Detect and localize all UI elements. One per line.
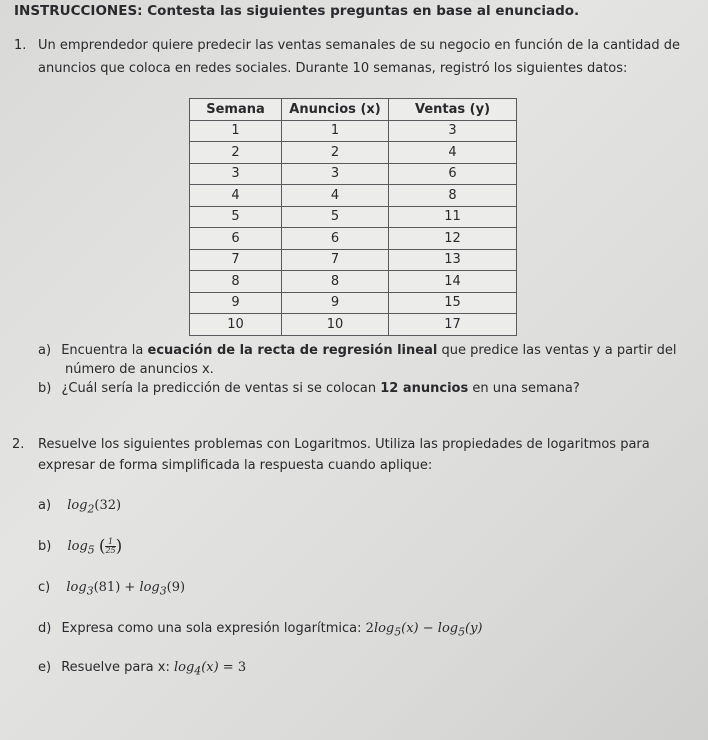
cell-ventas: 14 <box>389 271 517 293</box>
cell-ventas: 6 <box>389 163 517 185</box>
q2a-item <box>38 498 121 518</box>
table-row <box>190 314 517 336</box>
cell-semana: 3 <box>190 163 282 185</box>
equals-three: = 3 <box>218 660 247 675</box>
log-base: 5 <box>394 625 402 639</box>
q2d-expression <box>365 621 483 639</box>
cell-semana: 6 <box>190 228 282 250</box>
log-base: 3 <box>86 584 94 598</box>
q2b-label: b) <box>38 539 52 554</box>
cell-semana: 4 <box>190 185 282 207</box>
cell-anuncios: 3 <box>282 163 389 185</box>
table-row <box>190 249 517 271</box>
q2c-label: c) <box>38 580 51 595</box>
cell-anuncios: 1 <box>282 120 389 142</box>
log-argument: (x) <box>201 660 219 675</box>
table-row <box>190 163 517 185</box>
cell-semana: 9 <box>190 292 282 314</box>
cell-ventas: 11 <box>389 206 517 228</box>
q2b-item <box>38 538 122 559</box>
log-base: 5 <box>87 543 95 557</box>
coefficient: 2 <box>365 621 374 636</box>
log-word: log <box>67 539 88 554</box>
q2a-expression <box>67 498 122 516</box>
q2-statement-line2: expresar de forma simplificada la respuesta cuando aplique: <box>38 458 433 473</box>
table-row <box>190 142 517 164</box>
cell-semana: 8 <box>190 271 282 293</box>
log-base: 4 <box>194 664 202 678</box>
q1b-item <box>38 381 580 397</box>
q2e-expression <box>173 660 247 678</box>
minus-sign: − <box>418 621 438 636</box>
cell-ventas: 17 <box>389 314 517 336</box>
log-word: log <box>67 498 88 513</box>
cell-anuncios: 5 <box>282 206 389 228</box>
q2d-label: d) <box>38 621 52 636</box>
q1-statement-line2: anuncios que coloca en redes sociales. Durante 10 semanas, registró los siguientes datos: <box>38 61 628 76</box>
q1-number: 1. <box>14 38 27 53</box>
q2a-label: a) <box>38 498 52 513</box>
cell-anuncios: 6 <box>282 228 389 250</box>
q1a-text-post: que predice las ventas y a partir del <box>437 343 677 358</box>
cell-anuncios: 2 <box>282 142 389 164</box>
fraction-numerator: 1 <box>105 538 115 547</box>
table-row <box>190 271 517 293</box>
cell-anuncios: 9 <box>282 292 389 314</box>
log-base: 5 <box>458 625 465 639</box>
q1a-text-bold: ecuación de la recta de regresión lineal <box>147 343 438 358</box>
log-base: 2 <box>87 502 95 516</box>
q1b-text-post: en una semana? <box>468 381 580 396</box>
cell-ventas: 3 <box>389 120 517 142</box>
log-argument: (32) <box>94 498 122 513</box>
log-word: log <box>373 621 395 636</box>
fraction-denominator: 25 <box>105 546 116 555</box>
table-row <box>190 292 517 314</box>
q1a-item <box>38 343 676 359</box>
log-argument: (y) <box>465 621 483 636</box>
cell-ventas: 13 <box>389 249 517 271</box>
cell-ventas: 8 <box>389 185 517 207</box>
table-row <box>190 206 517 228</box>
q1b-label: b) <box>38 381 52 396</box>
q2-number: 2. <box>12 437 25 452</box>
log-word: log <box>139 580 160 595</box>
q2b-expression: $\log_5$ ( $\frac{1}{25}$ ) <box>67 536 123 557</box>
header-anuncios: Anuncios (x) <box>282 99 389 121</box>
cell-semana: 2 <box>190 142 282 164</box>
q2e-text: Resuelve para x: <box>61 660 174 675</box>
header-semana: Semana <box>190 99 282 121</box>
cell-anuncios: 4 <box>282 185 389 207</box>
q2e-label: e) <box>38 660 52 675</box>
q2d-text: Expresa como una sola expresión logarítmica: <box>61 621 366 636</box>
cell-ventas: 12 <box>389 228 517 250</box>
table-row <box>190 185 517 207</box>
cell-semana: 5 <box>190 206 282 228</box>
fraction <box>105 538 115 555</box>
cell-ventas: 4 <box>389 142 517 164</box>
cell-ventas: 15 <box>389 292 517 314</box>
log-word: log <box>437 621 459 636</box>
q2c-expression <box>66 580 186 598</box>
q1a-label: a) <box>38 343 52 358</box>
header-ventas: Ventas (y) <box>389 99 517 121</box>
q2d-item <box>38 621 483 641</box>
table-row <box>190 120 517 142</box>
cell-semana: 7 <box>190 249 282 271</box>
q2e-item <box>38 660 246 680</box>
log-word: log <box>66 580 87 595</box>
log-argument: (x) <box>401 621 419 636</box>
cell-anuncios: 10 <box>282 314 389 336</box>
sales-data-table <box>189 98 517 336</box>
log-argument: (9) <box>166 580 186 595</box>
log-argument: (81) <box>93 580 121 595</box>
q1-statement-line1: Un emprendedor quiere predecir las ventas semanales de su negocio en función de la cantidad de <box>38 38 680 53</box>
q2c-item <box>38 580 185 600</box>
log-base: 3 <box>159 584 167 598</box>
q1a-text-pre: Encuentra la <box>61 343 148 358</box>
q2-statement-line1: Resuelve los siguientes problemas con Logaritmos. Utiliza las propiedades de logaritmos para <box>38 437 650 452</box>
cell-anuncios: 7 <box>282 249 389 271</box>
table-header-row <box>190 99 517 121</box>
q1b-text-bold: 12 anuncios <box>380 381 469 396</box>
cell-semana: 1 <box>190 120 282 142</box>
q1b-text-pre: ¿Cuál sería la predicción de ventas si se colocan <box>61 381 381 396</box>
cell-semana: 10 <box>190 314 282 336</box>
instructions-heading: INSTRUCCIONES: Contesta las siguientes preguntas en base al enunciado. <box>14 3 580 19</box>
plus-sign: + <box>120 580 140 595</box>
log-word: log <box>173 660 195 675</box>
table-row <box>190 228 517 250</box>
cell-anuncios: 8 <box>282 271 389 293</box>
q1a-line2: número de anuncios x. <box>65 362 214 377</box>
